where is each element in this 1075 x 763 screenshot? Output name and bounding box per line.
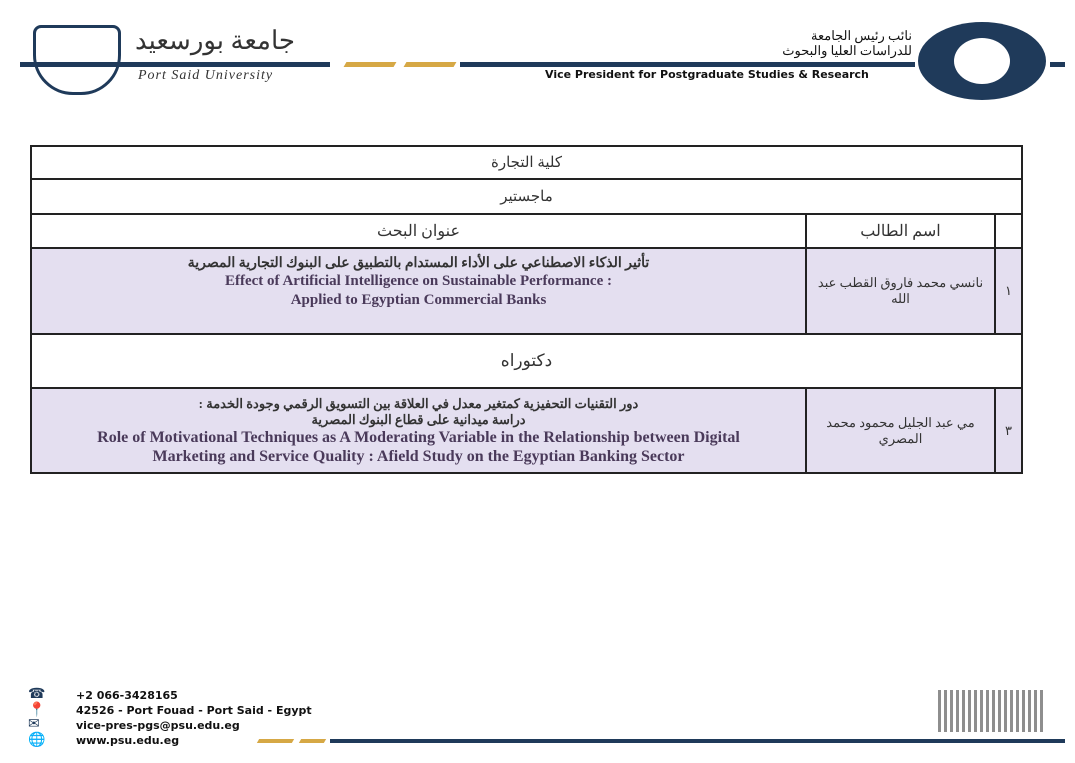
header-divider <box>1050 62 1065 67</box>
col-header-name: اسم الطالب <box>806 214 995 248</box>
title-arabic: دراسة ميدانية على قطاع البنوك المصرية <box>311 411 526 427</box>
title-english: Role of Motivational Techniques as A Moderating Variable in the Relationship between Digital <box>97 428 740 446</box>
footer-website[interactable]: www.psu.edu.eg <box>76 734 180 747</box>
header-divider <box>20 62 330 67</box>
footer-phone: +2 066-3428165 <box>76 689 178 702</box>
table-row <box>31 388 1022 473</box>
student-name: مي عبد الجليل محمود محمد المصري <box>806 388 995 473</box>
title-arabic: تأثير الذكاء الاصطناعي على الأداء المستدام بالتطبيق على البنوك التجارية المصرية <box>187 256 650 271</box>
student-name: نانسي محمد فاروق القطب عبد الله <box>806 248 995 334</box>
postgraduate-seal <box>918 22 1046 100</box>
psu-english-name: Port Said University <box>138 68 274 83</box>
gold-accent <box>404 62 457 67</box>
fax-phone-icon: ☎ <box>28 687 46 702</box>
footer-address: 42526 - Port Fouad - Port Said - Egypt <box>76 704 312 717</box>
title-english: Effect of Artificial Intelligence on Sustainable Performance : <box>225 273 612 289</box>
title-english: Marketing and Service Quality : Afield Study on the Egyptian Banking Sector <box>152 447 685 465</box>
header-divider <box>460 62 915 67</box>
section-doctorate: دكتوراه <box>31 334 1022 388</box>
table-row <box>31 248 1022 334</box>
col-header-title: عنوان البحث <box>31 214 806 248</box>
title-english: Applied to Egyptian Commercial Banks <box>290 292 547 308</box>
psu-arabic-name: جامعة بورسعيد <box>135 26 295 55</box>
vp-english-title: Vice President for Postgraduate Studies & Research <box>545 68 869 81</box>
row-number: ٣ <box>995 388 1022 473</box>
globe-icon: 🌐 <box>28 733 46 748</box>
faculty-name: كلية التجارة <box>31 146 1022 179</box>
location-pin-icon: 📍 <box>28 703 46 718</box>
row-number: ١ <box>995 248 1022 334</box>
qr-code[interactable] <box>938 690 1046 732</box>
mail-icon: ✉ <box>28 717 40 732</box>
gold-accent <box>257 739 294 743</box>
psu-logo <box>33 25 121 95</box>
vp-arabic-line1: نائب رئيس الجامعة <box>811 28 912 43</box>
theses-table <box>30 145 1023 474</box>
section-master: ماجستير <box>31 179 1022 214</box>
title-arabic: دور التقنيات التحفيزية كمتغير معدل في العلاقة بين التسويق الرقمي وجودة الخدمة : <box>198 395 639 411</box>
gold-accent <box>299 739 326 743</box>
col-header-num <box>995 214 1022 248</box>
vp-arabic-line2: للدراسات العليا والبحوث <box>782 43 912 58</box>
footer-email[interactable]: vice-pres-pgs@psu.edu.eg <box>76 719 240 732</box>
thesis-title <box>31 248 806 334</box>
gold-accent <box>344 62 397 67</box>
thesis-title <box>31 388 806 473</box>
footer-divider <box>330 739 1065 743</box>
